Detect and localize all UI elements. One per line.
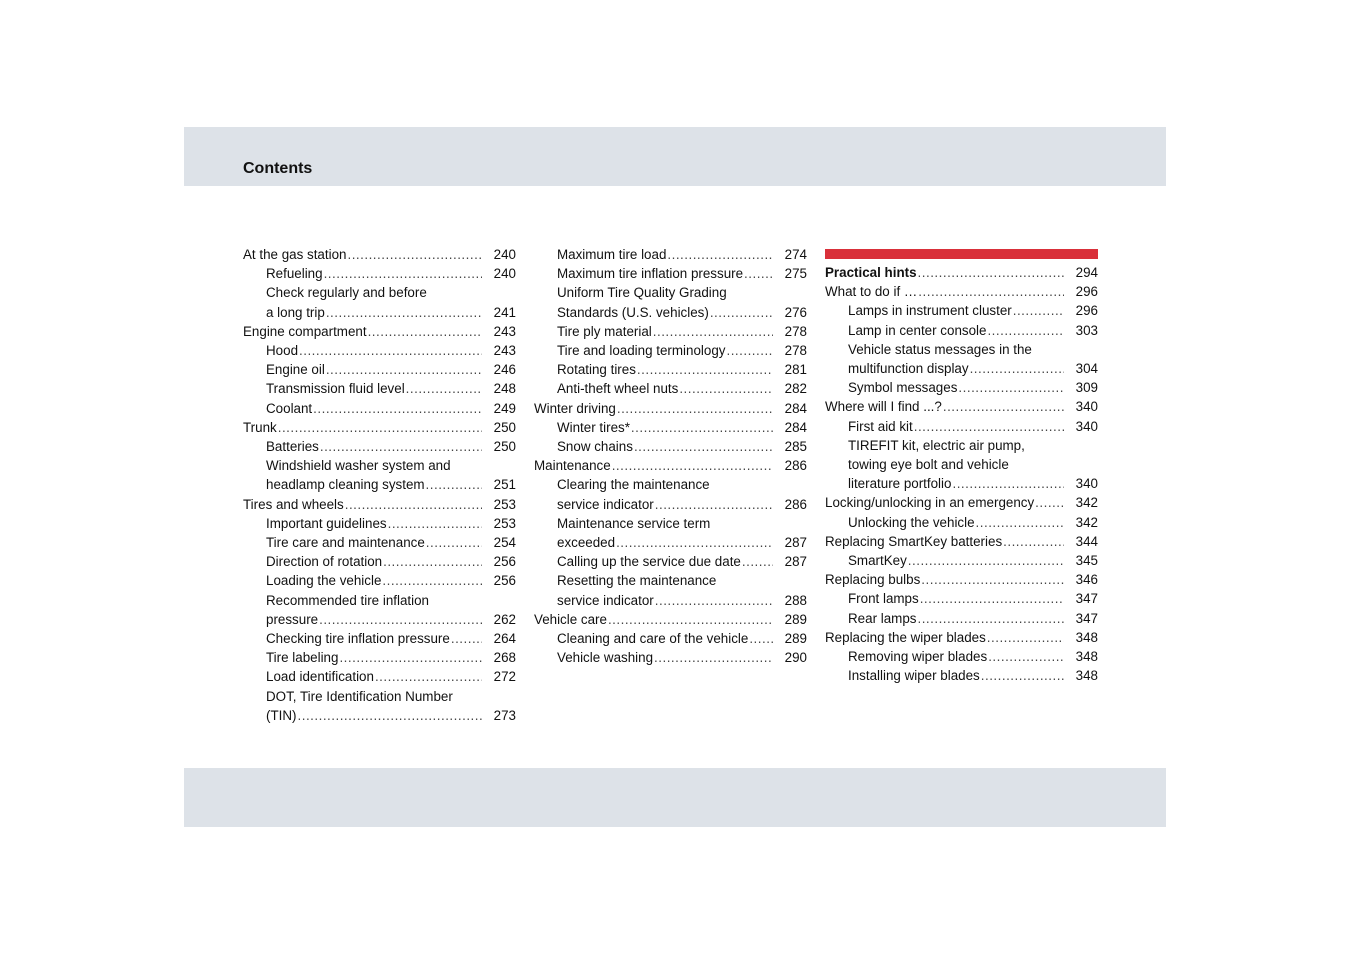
toc-entry-label: Resetting the maintenance [557,573,717,589]
toc-column-1 [243,245,516,725]
toc-page-number: 348 [1075,629,1098,645]
dot-leader [324,264,482,283]
dot-leader [375,667,482,686]
dot-leader [278,418,482,437]
dot-leader [908,551,1064,570]
toc-entry[interactable] [534,264,807,283]
toc-page-number: 289 [784,631,807,647]
toc-entry-label: Symbol messages [848,380,958,396]
toc-page-number: 340 [1075,418,1098,434]
toc-entry-label: Practical hints [825,265,917,280]
toc-entry-label: Windshield washer system and [266,458,451,474]
toc-entry[interactable] [825,301,1098,320]
page-title: Contents [243,160,313,177]
toc-entry-label: Engine oil [266,362,325,378]
dot-leader [320,437,482,456]
dot-leader [655,591,773,610]
toc-entry[interactable] [534,245,807,264]
dot-leader [921,570,1064,589]
toc-page-number: 254 [493,535,516,551]
toc-page-number: 284 [784,419,807,435]
toc-entry[interactable] [243,514,516,533]
dot-leader [299,341,482,360]
toc-entry[interactable] [825,513,1098,532]
toc-entry-label: Maintenance [534,458,611,474]
dot-leader [339,648,482,667]
dot-leader [918,282,1064,301]
toc-page-number: 282 [784,381,807,397]
toc-entry[interactable] [243,495,516,514]
toc-entry[interactable] [243,571,516,590]
toc-column-2 [534,245,807,667]
toc-page-number: 240 [493,266,516,282]
dot-leader [988,647,1064,666]
toc-entry[interactable] [825,436,1098,494]
dot-leader [617,399,773,418]
toc-page-number: 243 [493,343,516,359]
toc-entry-label: Replacing the wiper blades [825,629,986,645]
toc-page-number: 289 [784,611,807,627]
toc-page-number: 340 [1075,476,1098,492]
toc-entry-label: Batteries [266,439,319,455]
dot-leader [667,245,773,264]
dot-leader [952,474,1064,493]
toc-page-number: 251 [493,477,516,493]
dot-leader [631,418,773,437]
dot-leader [655,495,773,514]
toc-entry[interactable] [825,570,1098,589]
toc-entry[interactable] [534,629,807,648]
dot-leader [345,495,482,514]
toc-entry[interactable] [825,340,1098,378]
dot-leader [319,610,482,629]
toc-entry-label: Where will I find ...? [825,399,942,415]
toc-entry-label: Removing wiper blades [848,649,988,665]
toc-page-number: 240 [493,247,516,262]
toc-entry-label: Maximum tire load [557,247,667,262]
toc-entry[interactable] [534,341,807,360]
toc-entry[interactable] [825,666,1098,685]
dot-leader [451,629,482,648]
toc-entry-label: Lamp in center console [848,322,987,338]
toc-page-number: 344 [1075,533,1098,549]
toc-entry-label: Check regularly and before [266,285,427,301]
toc-entry-label: exceeded [557,535,616,551]
toc-page-number: 241 [493,304,516,320]
dot-leader [742,552,773,571]
toc-entry-label: SmartKey [848,553,907,569]
toc-entry[interactable] [825,417,1098,436]
toc-entry-label: Tire ply material [557,323,652,339]
toc-entry[interactable] [825,647,1098,666]
toc-entry-label: headlamp cleaning system [266,477,425,493]
dot-leader [744,264,773,283]
toc-page-number: 287 [784,554,807,570]
toc-page-number: 346 [1075,572,1098,588]
header-band [184,127,1166,186]
toc-page-number: 281 [784,362,807,378]
toc-entry[interactable] [825,609,1098,628]
dot-leader [426,475,482,494]
toc-page-number: 342 [1075,495,1098,511]
toc-entry[interactable] [243,360,516,379]
dot-leader [616,533,773,552]
dot-leader [382,571,482,590]
toc-entry[interactable] [243,591,516,629]
toc-entry-label: DOT, Tire Identification Number [266,688,453,704]
toc-entry[interactable] [825,282,1098,301]
toc-entry[interactable] [243,245,516,264]
toc-page-number: 273 [493,707,516,723]
toc-page-number: 345 [1075,553,1098,569]
toc-entry-label: Refueling [266,266,323,282]
toc-entry-label: Hood [266,343,299,359]
toc-page-number: 304 [1075,361,1098,377]
dot-leader [388,514,482,533]
dot-leader [920,589,1064,608]
toc-entry[interactable] [825,628,1098,647]
toc-entry-label: Coolant [266,400,313,416]
toc-entry-label: What to do if … [825,284,918,300]
toc-entry[interactable] [534,322,807,341]
dot-leader [710,303,773,322]
dot-leader [970,359,1064,378]
toc-entry-label: Replacing SmartKey batteries [825,533,1003,549]
toc-page-number: 342 [1075,514,1098,530]
toc-entry[interactable] [534,514,807,552]
toc-entry[interactable] [243,437,516,456]
toc-entry-label: First aid kit [848,418,913,434]
dot-leader [634,437,773,456]
toc-entry[interactable] [243,629,516,648]
toc-page-number: 253 [493,515,516,531]
toc-entry-label: Replacing bulbs [825,572,921,588]
toc-page-number: 285 [784,439,807,455]
toc-entry[interactable] [243,418,516,437]
dot-leader [987,628,1064,647]
dot-leader [1013,301,1064,320]
toc-entry-label: Vehicle care [534,611,607,627]
toc-entry-label: Rear lamps [848,610,917,626]
toc-entry[interactable] [243,667,516,686]
toc-entry[interactable] [243,264,516,283]
toc-page-number: 250 [493,439,516,455]
dot-leader [654,648,773,667]
toc-entry-label: Load identification [266,669,374,685]
toc-entry-label: service indicator [557,496,654,512]
toc-entry[interactable] [243,283,516,321]
toc-entry-label: Maximum tire inflation pressure [557,266,744,282]
toc-page-number: 309 [1075,380,1098,396]
toc-entry[interactable] [243,322,516,341]
toc-page-number: 340 [1075,399,1098,415]
toc-entry-label: Important guidelines [266,515,387,531]
toc-entry-label: Clearing the maintenance [557,477,710,493]
toc-entry[interactable] [534,552,807,571]
toc-page-number: 262 [493,611,516,627]
toc-entry[interactable] [825,263,1098,282]
toc-page-number: 276 [784,304,807,320]
toc-page-number: 264 [493,631,516,647]
toc-page-number: 253 [493,496,516,512]
dot-leader [679,379,773,398]
toc-entry-label: Locking/unlocking in an emergency [825,495,1035,511]
toc-entry[interactable] [243,533,516,552]
dot-leader [1035,493,1064,512]
toc-entry[interactable] [534,610,807,629]
toc-page-number: 268 [493,650,516,666]
toc-entry-label: multifunction display [848,361,969,377]
toc-entry[interactable] [243,341,516,360]
footer-band [184,768,1166,827]
toc-entry-label: Uniform Tire Quality Grading [557,285,727,301]
toc-entry-label: TIREFIT kit, electric air pump, [848,437,1025,453]
toc-page-number: 246 [493,362,516,378]
toc-entry[interactable] [534,283,807,321]
dot-leader [368,322,482,341]
dot-leader [406,379,482,398]
toc-page-number: 296 [1075,284,1098,300]
dot-leader [914,417,1064,436]
toc-page-number: 286 [784,458,807,474]
toc-entry[interactable] [825,378,1098,397]
toc-entry-label: Recommended tire inflation [266,592,430,608]
toc-entry-label: Unlocking the vehicle [848,514,975,530]
toc-entry[interactable] [243,379,516,398]
toc-entry-label: Snow chains [557,439,633,455]
toc-entry[interactable] [825,493,1098,512]
toc-page-number: 248 [493,381,516,397]
toc-entry[interactable] [243,399,516,418]
toc-page-number: 272 [493,669,516,685]
toc-entry[interactable] [534,360,807,379]
section-marker-bar [825,249,1098,259]
toc-page-number: 303 [1075,322,1098,338]
toc-entry-label: Engine compartment [243,323,367,339]
toc-entry-label: Vehicle status messages in the [848,341,1032,357]
toc-entry-label: Vehicle washing [557,650,654,666]
toc-entry-label: Loading the vehicle [266,573,382,589]
toc-entry-label: towing eye bolt and vehicle [848,457,1009,473]
toc-entry-label: Transmission fluid level [266,381,405,397]
toc-page-number: 348 [1075,649,1098,665]
toc-entry[interactable] [534,648,807,667]
toc-entry[interactable] [534,399,807,418]
toc-entry[interactable] [534,475,807,513]
toc-page-number: 278 [784,343,807,359]
toc-entry-label: Checking tire inflation pressure [266,631,450,647]
toc-page-number: 347 [1075,610,1098,626]
toc-page-number: 286 [784,496,807,512]
toc-entry-label: Front lamps [848,591,919,607]
toc-entry-label: Calling up the service due date [557,554,741,570]
toc-entry-label: Tire care and maintenance [266,535,425,551]
dot-leader [313,399,482,418]
dot-leader [347,245,482,264]
toc-page-number: 348 [1075,668,1098,684]
toc-page-number: 249 [493,400,516,416]
dot-leader [981,666,1064,685]
dot-leader [637,360,773,379]
toc-entry[interactable] [825,589,1098,608]
toc-entry[interactable] [243,648,516,667]
toc-entry[interactable] [243,456,516,494]
toc-entry[interactable] [825,551,1098,570]
dot-leader [958,378,1064,397]
dot-leader [326,303,482,322]
toc-entry-label: Lamps in instrument cluster [848,303,1012,319]
toc-page-number: 256 [493,573,516,589]
toc-entry-label: At the gas station [243,247,347,262]
toc-page-number: 287 [784,535,807,551]
toc-entry[interactable] [825,532,1098,551]
toc-entry-label: Trunk [243,419,277,435]
toc-entry-label: Winter tires* [557,419,630,435]
dot-leader [426,533,482,552]
toc-entry-label: Direction of rotation [266,554,383,570]
toc-entry-label: literature portfolio [848,476,952,492]
dot-leader [917,609,1064,628]
dot-leader [749,629,773,648]
dot-leader [726,341,773,360]
dot-leader [326,360,482,379]
dot-leader [608,610,773,629]
dot-leader [1003,532,1064,551]
toc-page-number: 250 [493,419,516,435]
toc-page-number: 274 [784,247,807,262]
toc-page-number: 278 [784,323,807,339]
toc-entry-label: Maintenance service term [557,515,711,531]
toc-page-number: 243 [493,323,516,339]
dot-leader [918,263,1064,282]
toc-entry-label: Cleaning and care of the vehicle [557,631,749,647]
toc-entry[interactable] [243,552,516,571]
toc-entry-label: Rotating tires [557,362,636,378]
toc-page-number: 347 [1075,591,1098,607]
toc-entry-label: Installing wiper blades [848,668,980,684]
toc-entry[interactable] [243,687,516,725]
toc-entry-label: (TIN) [266,707,297,723]
toc-entry-label: Tire labeling [266,650,339,666]
toc-entry[interactable] [534,379,807,398]
toc-page-number: 294 [1075,265,1098,280]
toc-entry[interactable] [534,437,807,456]
dot-leader [383,552,482,571]
toc-entry-label: a long trip [266,304,325,320]
toc-page-number: 288 [784,592,807,608]
toc-entry[interactable] [825,397,1098,416]
toc-page-number: 296 [1075,303,1098,319]
toc-entry-label: Standards (U.S. vehicles) [557,304,709,320]
dot-leader [943,397,1064,416]
dot-leader [987,321,1064,340]
toc-page-number: 275 [784,266,807,282]
toc-entry[interactable] [534,571,807,609]
toc-entry-label: pressure [266,611,319,627]
toc-page-number: 290 [784,650,807,666]
dot-leader [612,456,773,475]
dot-leader [976,513,1064,532]
toc-column-3 [825,263,1098,685]
toc-entry[interactable] [534,418,807,437]
toc-entry-label: Anti-theft wheel nuts [557,381,679,397]
dot-leader [298,706,483,725]
toc-entry[interactable] [825,321,1098,340]
toc-entry[interactable] [534,456,807,475]
toc-entry-label: Winter driving [534,400,616,416]
toc-entry-label: service indicator [557,592,654,608]
toc-page-number: 284 [784,400,807,416]
toc-entry-label: Tire and loading terminology [557,343,726,359]
toc-page-number: 256 [493,554,516,570]
dot-leader [653,322,773,341]
toc-entry-label: Tires and wheels [243,496,344,512]
